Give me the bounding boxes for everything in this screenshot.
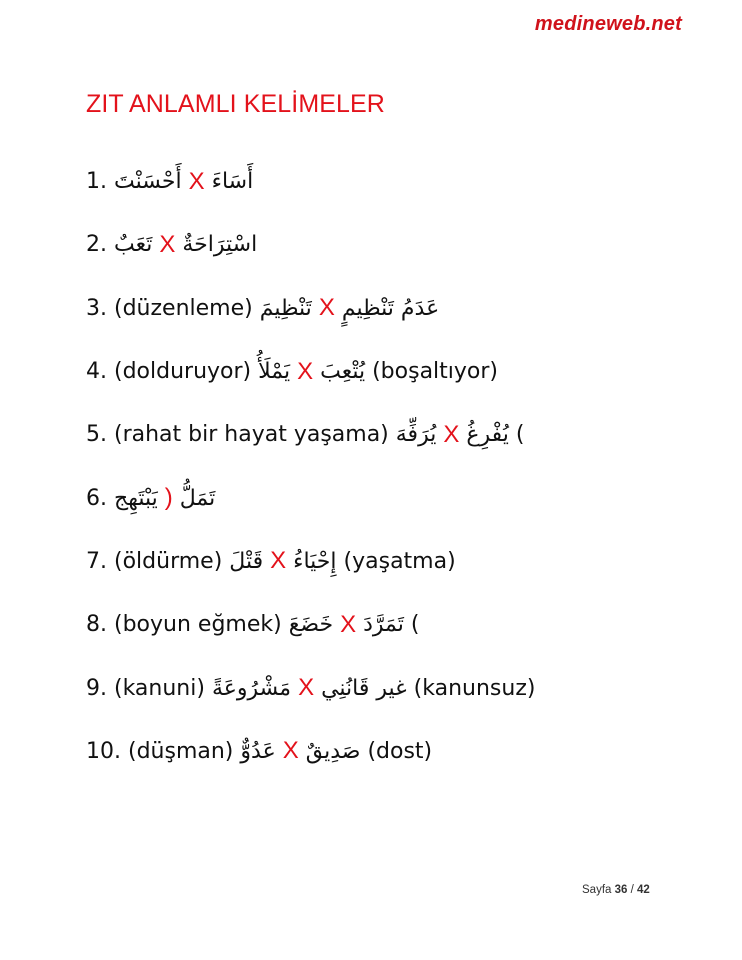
opposite-marker: )	[164, 484, 173, 512]
antonym-entry	[86, 277, 706, 340]
opposite-marker: X	[443, 420, 460, 448]
entry-number: 7.	[86, 548, 107, 574]
page-label: Sayfa	[582, 884, 612, 896]
antonym-entry	[86, 403, 706, 466]
arabic-word-second: يُفْرِغُ	[466, 422, 509, 448]
site-brand: medineweb.net	[534, 13, 682, 35]
entry-meaning-right: (	[410, 612, 420, 638]
opposite-marker: X	[298, 674, 315, 702]
entry-number: 10.	[86, 738, 121, 764]
entry-number: 6.	[86, 485, 107, 511]
entry-number: 3.	[86, 295, 107, 321]
antonym-entry	[86, 593, 706, 656]
antonym-entry	[86, 213, 706, 276]
arabic-word-first: يَمْلَأُ	[258, 359, 291, 385]
arabic-word-first: عَدُوٌّ	[240, 738, 276, 764]
arabic-word-second: أَسَاءَ	[211, 169, 254, 195]
antonym-entry	[86, 340, 706, 403]
entry-meaning-right: (dost)	[367, 738, 433, 764]
entry-meaning-left: (dolduruyor)	[114, 359, 252, 385]
antonym-entry	[86, 150, 706, 213]
entry-number: 2.	[86, 232, 107, 258]
arabic-word-first: يُرَفِّهَ	[395, 422, 437, 448]
arabic-word-first: قَتْلَ	[229, 548, 264, 574]
opposite-marker: X	[270, 547, 287, 575]
arabic-word-first: مَشْرُوعَةً	[211, 675, 292, 701]
entry-meaning-left: (rahat bir hayat yaşama)	[114, 422, 389, 448]
arabic-word-first: يَبْتَهِج	[114, 485, 158, 511]
entry-number: 9.	[86, 675, 107, 701]
arabic-word-second: اسْتِرَاحَةٌ	[182, 232, 258, 258]
entry-meaning-left: (düzenleme)	[114, 295, 253, 321]
arabic-word-second: تَمَلُّ	[179, 485, 216, 511]
page-title: ZIT ANLAMLI KELİMELER	[86, 90, 385, 118]
entry-meaning-left: (boyun eğmek)	[114, 612, 282, 638]
antonym-entry	[86, 720, 706, 783]
opposite-marker: X	[282, 737, 299, 765]
arabic-word-first: أَحْسَنْتَ	[114, 169, 182, 195]
opposite-marker: X	[340, 610, 357, 638]
arabic-word-first: تَنْظِيمَ	[259, 295, 312, 321]
entry-number: 4.	[86, 359, 107, 385]
opposite-marker: X	[297, 357, 314, 385]
entry-number: 8.	[86, 612, 107, 638]
arabic-word-second: عَدَمُ تَنْظِيمٍ	[341, 295, 440, 321]
antonym-entry	[86, 656, 706, 719]
entry-number: 1.	[86, 169, 107, 195]
arabic-word-second: غير قَانُنِي	[321, 675, 407, 701]
entry-meaning-right: (kanunsuz)	[413, 675, 536, 701]
arabic-word-second: يُتْعِبَ	[320, 359, 366, 385]
current-page-number: 36	[614, 884, 628, 896]
opposite-marker: X	[159, 230, 176, 258]
total-pages-number: 42	[637, 884, 650, 896]
entry-meaning-left: (kanuni)	[114, 675, 205, 701]
opposite-marker: X	[318, 294, 335, 322]
page-footer	[582, 884, 650, 896]
antonym-entry	[86, 530, 706, 593]
opposite-marker: X	[188, 167, 205, 195]
page-separator: /	[630, 884, 634, 896]
entry-meaning-left: (öldürme)	[114, 548, 223, 574]
entry-meaning-right: (boşaltıyor)	[372, 359, 499, 385]
entry-meaning-right: (yaşatma)	[343, 548, 456, 574]
entry-number: 5.	[86, 422, 107, 448]
antonym-list	[86, 150, 706, 783]
antonym-entry	[86, 466, 706, 529]
entry-meaning-left: (düşman)	[128, 738, 234, 764]
arabic-word-first: خَضَعَ	[288, 612, 334, 638]
arabic-word-second: صَدِيقٌ	[305, 738, 361, 764]
arabic-word-first: تَعَبٌ	[114, 232, 153, 258]
entry-meaning-right: (	[515, 422, 525, 448]
arabic-word-second: تَمَرَّدَ	[363, 612, 404, 638]
arabic-word-second: إِحْيَاءُ	[293, 548, 337, 574]
